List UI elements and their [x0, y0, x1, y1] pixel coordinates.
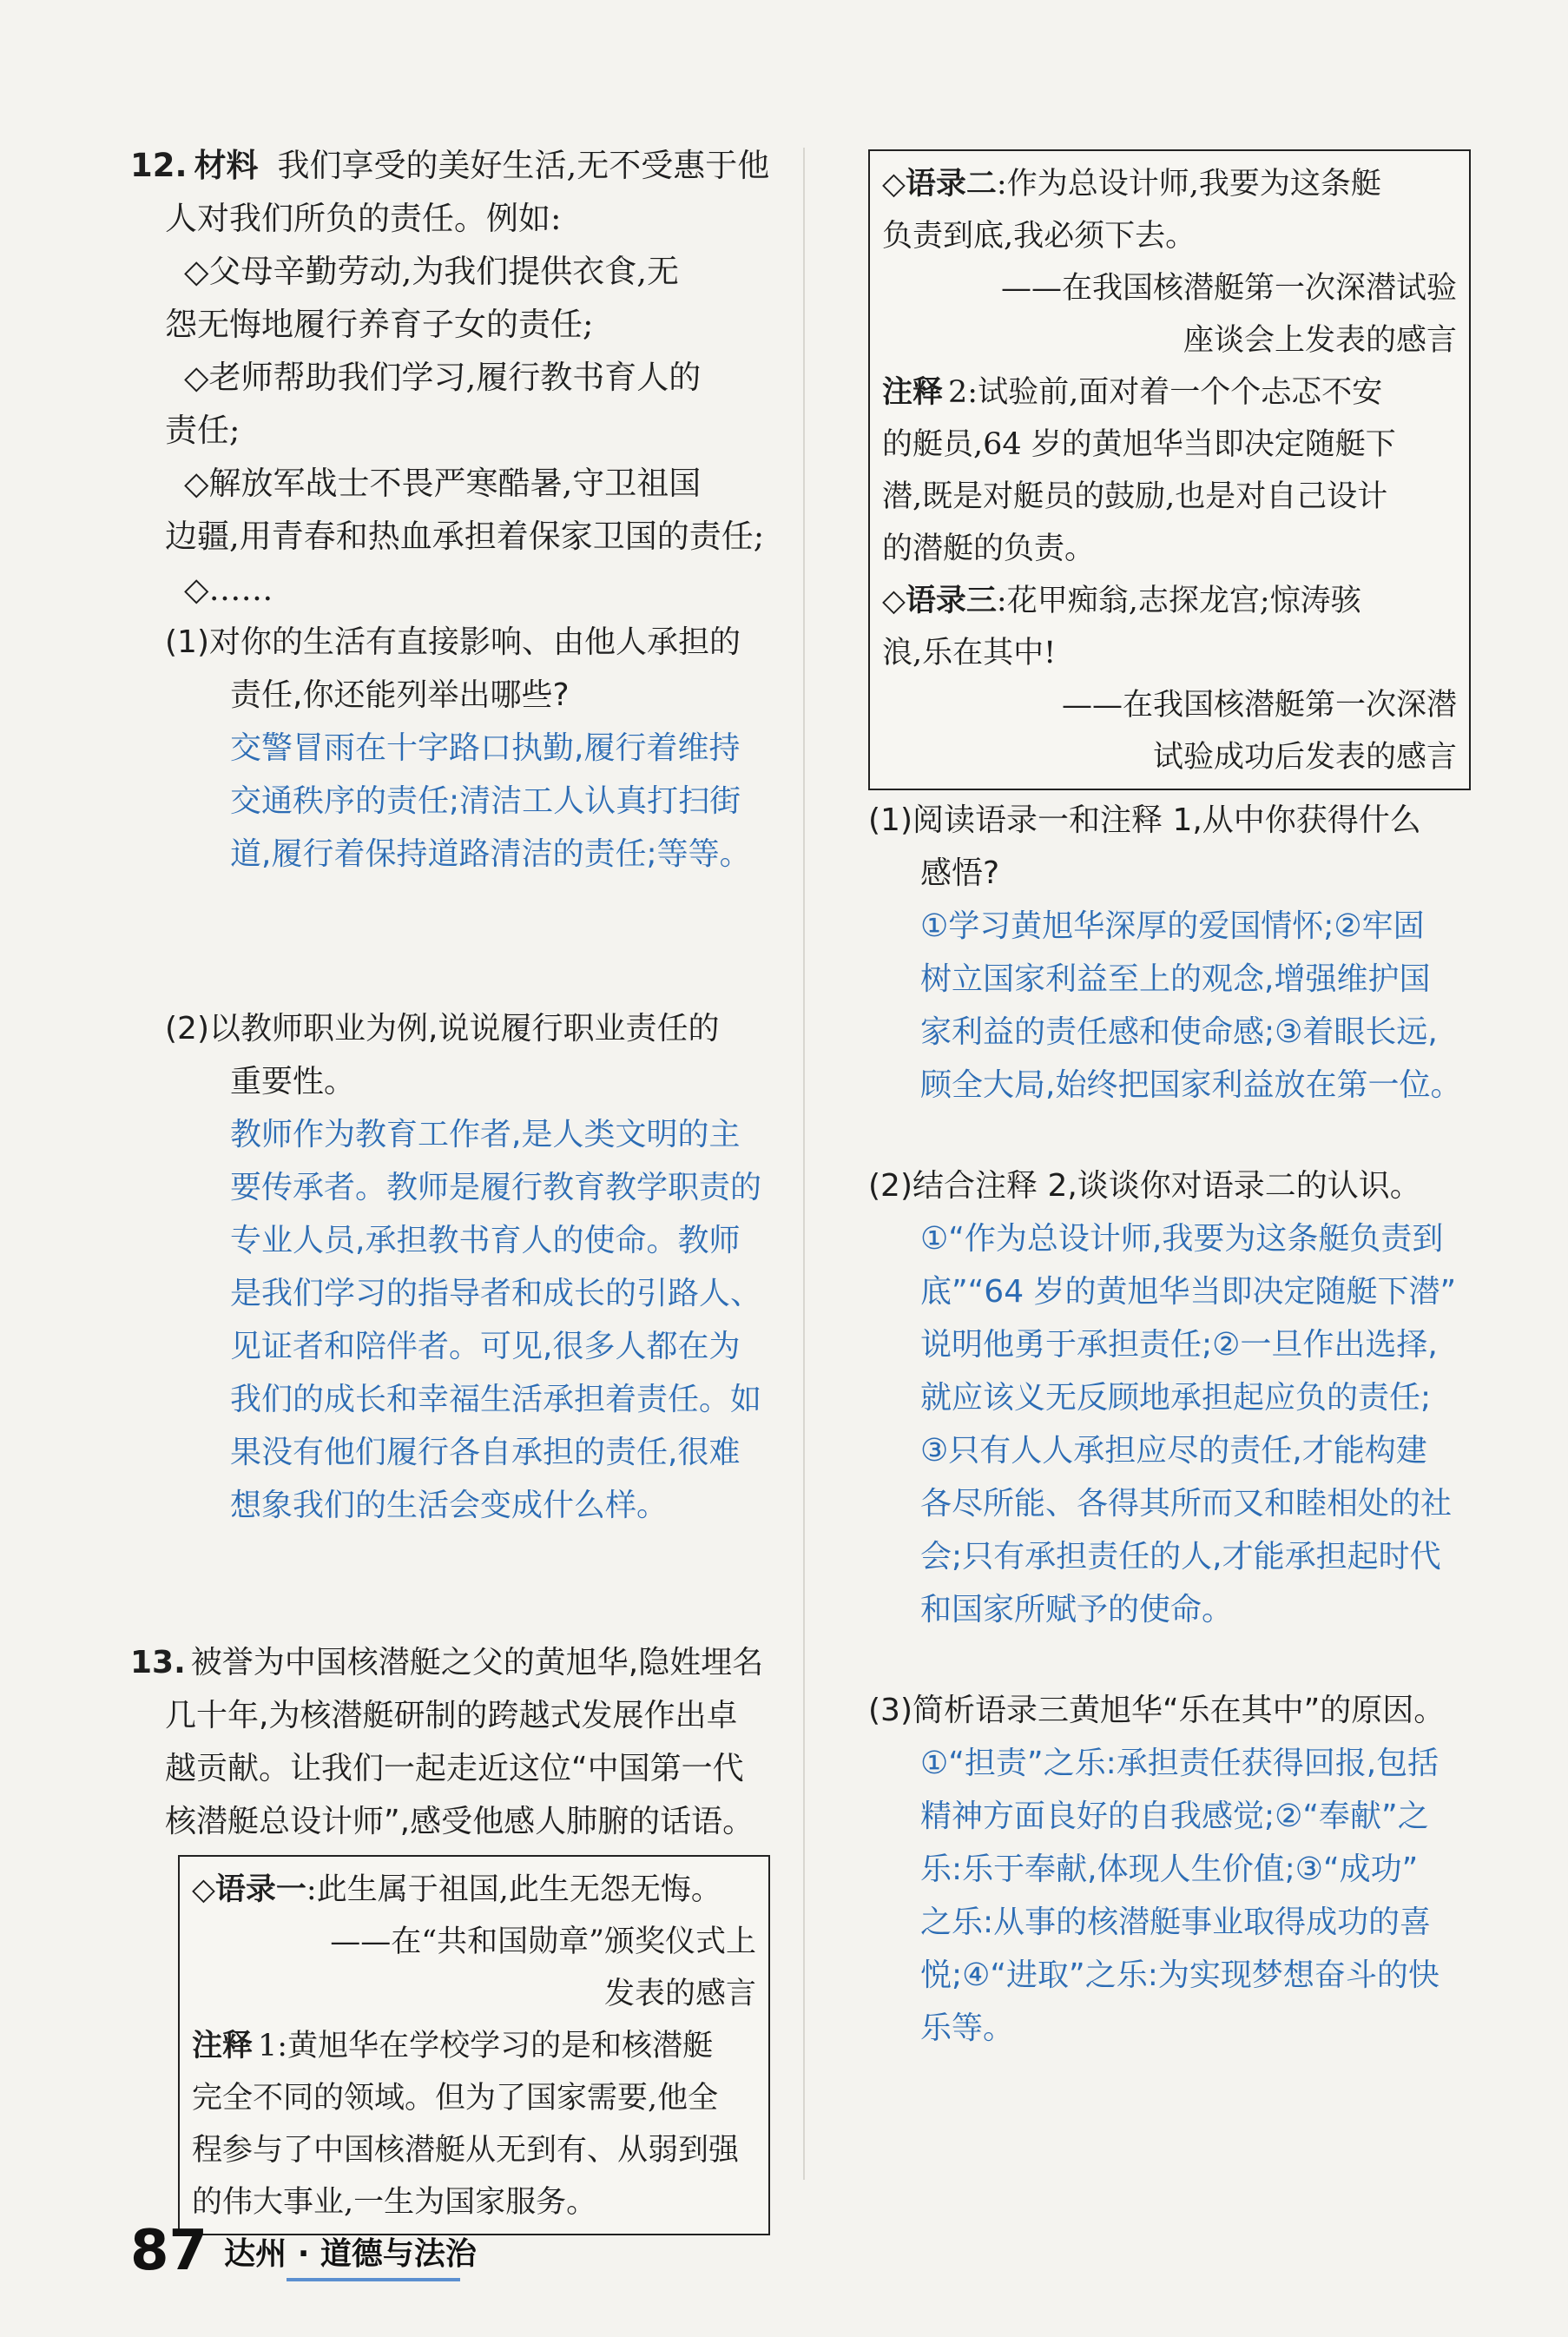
quote-2-line-0: :作为总设计师,我要为这条艇: [996, 167, 1381, 201]
q13-sub1-answer-3: 顾全大局,始终把国家利益放在第一位。: [920, 1067, 1462, 1103]
answer-space: [868, 1636, 1467, 1684]
q12-line-8: ◇……: [184, 571, 273, 608]
note-2-label: 注释: [882, 375, 944, 410]
q12-tag: 材料: [194, 147, 259, 184]
note-2-line-3: 的潜艇的负责。: [882, 531, 1096, 566]
q13-sub2-answer-2: 说明他勇于承担责任;②一旦作出选择,: [920, 1327, 1438, 1363]
q12-line-5: 责任;: [165, 412, 240, 449]
q13-sub1-answer-2: 家利益的责任感和使命感;③着眼长远,: [920, 1014, 1438, 1050]
answer-space: [130, 881, 777, 1002]
quote-2-source-1: 座谈会上发表的感言: [1183, 323, 1457, 358]
q12-sub1-answer-1: 交通秩序的责任;清洁工人认真打扫街: [230, 783, 741, 819]
quote-3-first: [882, 575, 1457, 627]
quote-2-line-1: 负责到底,我必须下去。: [882, 219, 1196, 254]
q12-line-4: ◇老师帮助我们学习,履行教书育人的: [184, 359, 702, 396]
q13-sub1-answer-1: 树立国家利益至上的观念,增强维护国: [920, 961, 1431, 997]
quote-1-source-1: 发表的感言: [603, 1977, 756, 2011]
quote-3-label: ◇语录三: [882, 584, 997, 618]
note-1-line-2: 程参与了中国核潜艇从无到有、从弱到强: [192, 2133, 740, 2168]
q13-first-line: [130, 1636, 777, 1689]
q12-sub2-answer-0: 教师作为教育工作者,是人类文明的主: [230, 1117, 741, 1152]
q13-line-2: 越贡献。让我们一起走近这位“中国第一代: [165, 1751, 744, 1786]
quote-1-label: ◇语录一: [192, 1872, 306, 1907]
note-1-label: 注释: [192, 2029, 254, 2063]
q12-sub2-answer-2: 专业人员,承担教书育人的使命。教师: [230, 1223, 741, 1258]
question-12: [130, 139, 777, 1532]
q13-sub3-question-0: (3)简析语录三黄旭华“乐在其中”的原因。: [868, 1693, 1446, 1728]
quote-1-text: :此生属于祖国,此生无怨无悔。: [306, 1872, 721, 1907]
q13-sub2-answer-0: ①“作为总设计师,我要为这条艇负责到: [920, 1221, 1444, 1257]
q13-sub3-answer-2: 乐:乐于奉献,体现人生价值;③“成功”: [920, 1852, 1419, 1887]
q12-first-line: [130, 139, 777, 192]
column-divider: [803, 148, 805, 2180]
q13-sub2-answer-6: 会;只有承担责任的人,才能承担起时代: [920, 1539, 1441, 1575]
q13-sub3-answer-0: ①“担责”之乐:承担责任获得回报,包括: [920, 1746, 1440, 1781]
q13-sub2-answer-1: 底”“64 岁的黄旭华当即决定随艇下潜”: [920, 1274, 1457, 1310]
q13-sub3-answer-1: 精神方面良好的自我感觉;②“奉献”之: [920, 1799, 1429, 1834]
note-2-line-2: 潜,既是对艇员的鼓励,也是对自己设计: [882, 479, 1388, 514]
q12-sub2-question-1: 重要性。: [230, 1064, 356, 1099]
q12-line-3: 怨无悔地履行养育子女的责任;: [165, 306, 594, 343]
quote-3-source-0: ——在我国核潜艇第一次深潜: [1061, 688, 1457, 723]
q12-sub1-answer-0: 交警冒雨在十字路口执勤,履行着维持: [230, 730, 741, 766]
q12-line-0: 我们享受的美好生活,无不受惠于他: [277, 147, 770, 184]
quote-1: [192, 1864, 756, 1916]
q13-sub2-answer-5: 各尽所能、各得其所而又和睦相处的社: [920, 1486, 1453, 1522]
page-number: 87: [130, 2219, 208, 2283]
note-1-first: [192, 2020, 756, 2072]
q13-line-1: 几十年,为核潜艇研制的跨越式发展作出卓: [165, 1698, 738, 1733]
q12-sub2-answer-1: 要传承者。教师是履行教育教学职责的: [230, 1170, 762, 1205]
q13-sub3-answer-4: 悦;④“进取”之乐:为实现梦想奋斗的快: [920, 1957, 1440, 1993]
page-footer: [130, 2219, 477, 2288]
q13-sub2-question-0: (2)结合注释 2,谈谈你对语录二的认识。: [868, 1168, 1421, 1204]
q12-line-7: 边疆,用青春和热血承担着保家卫国的责任;: [165, 518, 765, 555]
q13-sub3-answer-3: 之乐:从事的核潜艇事业取得成功的喜: [920, 1905, 1432, 1940]
quote-3-source-1: 试验成功后发表的感言: [1152, 740, 1457, 775]
q13-sub2-answer-4: ③只有人人承担应尽的责任,才能构建: [920, 1433, 1427, 1469]
note-2-first: [882, 366, 1457, 419]
q12-sub2-answer-3: 是我们学习的指导者和成长的引路人、: [230, 1276, 762, 1311]
quote-2-first: [882, 158, 1457, 210]
q12-line-1: 人对我们所负的责任。例如:: [165, 200, 562, 237]
q12-sub2-answer-4: 见证者和陪伴者。可见,很多人都在为: [230, 1329, 741, 1364]
q12-sub2-answer-7: 想象我们的生活会变成什么样。: [230, 1488, 669, 1523]
q12-sub2-question-0: (2)以教师职业为例,说说履行职业责任的: [165, 1011, 720, 1046]
q13-line-3: 核潜艇总设计师”,感受他感人肺腑的话语。: [165, 1804, 754, 1839]
q12-line-6: ◇解放军战士不畏严寒酷暑,守卫祖国: [184, 465, 702, 502]
note-1-line-1: 完全不同的领域。但为了国家需要,他全: [192, 2081, 719, 2116]
q12-sub1-question-0: (1)对你的生活有直接影响、由他人承担的: [165, 624, 741, 660]
q12-sub2-answer-6: 果没有他们履行各自承担的责任,很难: [230, 1435, 741, 1470]
q13-sub1-answer-0: ①学习黄旭华深厚的爱国情怀;②牢固: [920, 908, 1425, 944]
q13-sub1-question-1: 感悟?: [920, 855, 1000, 891]
title-underline: [287, 2278, 460, 2281]
quote-box-1: [178, 1855, 770, 2235]
q12-number: 12.: [130, 147, 188, 184]
answer-space: [130, 1532, 777, 1636]
right-column: [868, 149, 1467, 2055]
question-13: [130, 1636, 777, 2235]
quote-3-line-1: 浪,乐在其中!: [882, 636, 1057, 670]
quote-3-line-0: :花甲痴翁,志探龙宫;惊涛骇: [996, 584, 1361, 618]
quote-1-source-0: ——在“共和国勋章”颁奖仪式上: [330, 1924, 756, 1959]
note-1-line-0: 1:黄旭华在学校学习的是和核潜艇: [258, 2029, 714, 2063]
quote-box-2: [868, 149, 1471, 790]
quote-2-label: ◇语录二: [882, 167, 997, 201]
q12-sub2-answer-5: 我们的成长和幸福生活承担着责任。如: [230, 1382, 762, 1417]
quote-2-source-0: ——在我国核潜艇第一次深潜试验: [1000, 271, 1457, 306]
q13-line-0: 被誉为中国核潜艇之父的黄旭华,隐姓埋名: [190, 1645, 764, 1680]
note-1-line-3: 的伟大事业,一生为国家服务。: [192, 2185, 597, 2220]
q12-sub1-question-1: 责任,你还能列举出哪些?: [230, 677, 570, 713]
q13-sub2-answer-3: 就应该义无反顾地承担起应负的责任;: [920, 1380, 1432, 1416]
left-column: [130, 139, 777, 2235]
q13-number: 13.: [130, 1645, 186, 1680]
q13-sub1-question-0: (1)阅读语录一和注释 1,从中你获得什么: [868, 802, 1421, 838]
q13-sub2-answer-7: 和国家所赋予的使命。: [920, 1592, 1234, 1627]
answer-space: [868, 1112, 1467, 1159]
q13-sub3-answer-5: 乐等。: [920, 2010, 1015, 2046]
book-title: 达州 · 道德与法治: [224, 2235, 477, 2272]
q12-sub1-answer-2: 道,履行着保持道路清洁的责任;等等。: [230, 836, 751, 872]
note-2-line-0: 2:试验前,面对着一个个忐忑不安: [948, 375, 1383, 410]
q12-line-2: ◇父母辛勤劳动,为我们提供衣食,无: [184, 253, 679, 290]
note-2-line-1: 的艇员,64 岁的黄旭华当即决定随艇下: [882, 427, 1396, 462]
